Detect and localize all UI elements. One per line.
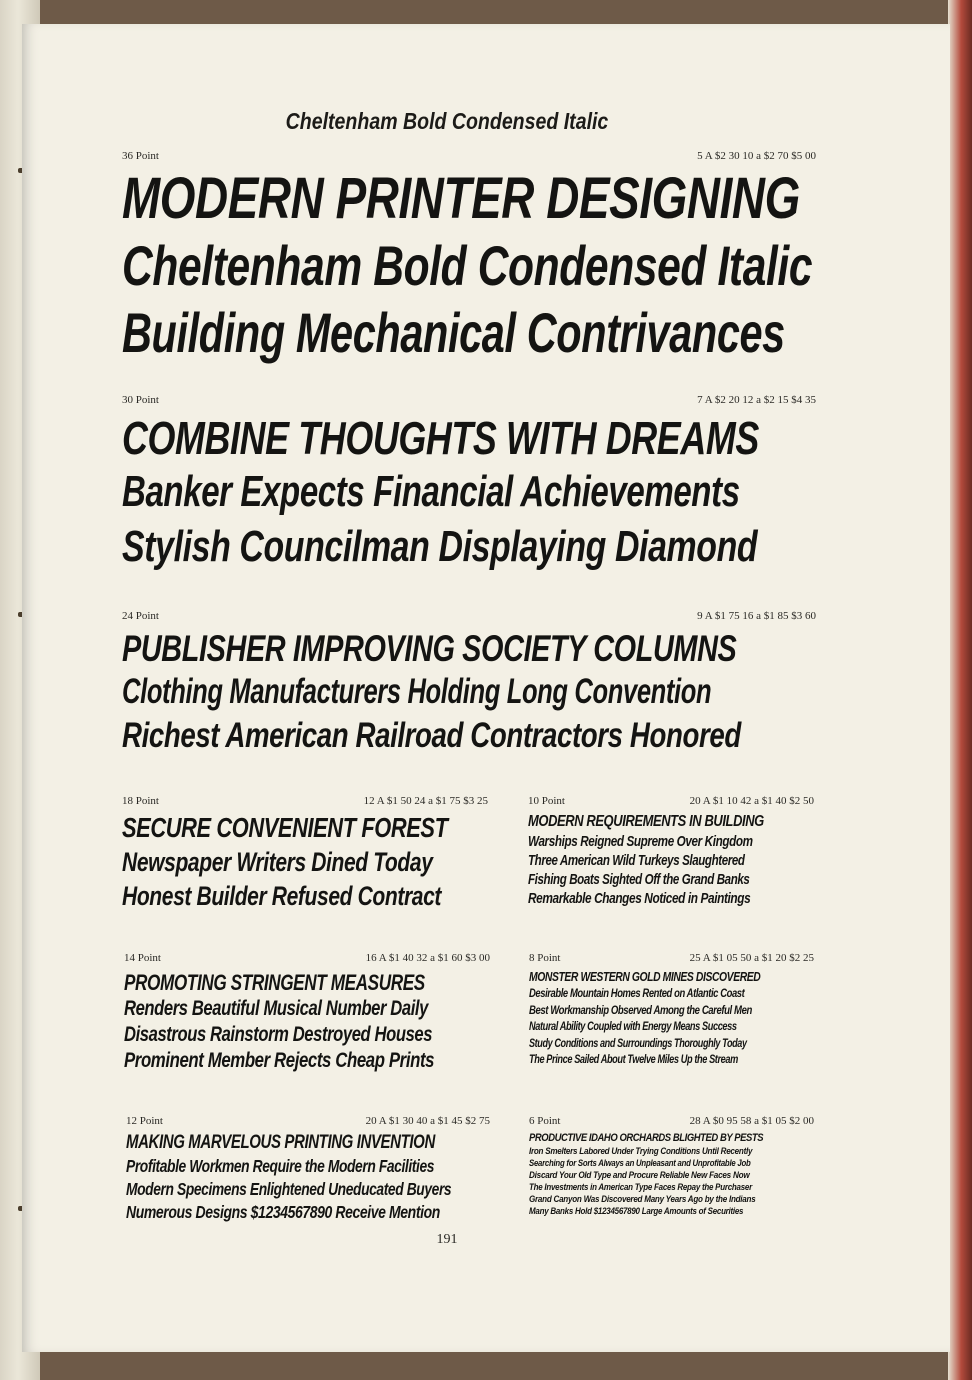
specimen-line: Desirable Mountain Homes Rented on Atlantic Coast <box>529 988 745 1000</box>
specimen-line: PROMOTING STRINGENT MEASURES <box>124 970 425 995</box>
point-size: 14 Point <box>124 952 161 964</box>
specimen-meta <box>122 394 816 406</box>
specimen-line: MODERN REQUIREMENTS IN BUILDING <box>528 813 764 830</box>
specimen-meta <box>528 795 814 807</box>
specimen-18pt <box>122 795 488 913</box>
specimen-line: Banker Expects Financial Achievements <box>122 467 740 516</box>
specimen-line: Searching for Sorts Always an Unpleasant and Unprofitable Job <box>529 1158 751 1169</box>
price-list: 25 A $1 05 50 a $1 20 $2 25 <box>689 952 814 964</box>
specimen-line: PRODUCTIVE IDAHO ORCHARDS BLIGHTED BY PESTS <box>529 1132 764 1144</box>
specimen-line: Discard Your Old Type and Procure Reliable New Faces Now <box>529 1170 750 1181</box>
specimen-line: Richest American Railroad Contractors Honored <box>122 716 741 755</box>
point-size: 10 Point <box>528 795 565 807</box>
specimen-line: Fishing Boats Sighted Off the Grand Banks <box>528 871 750 888</box>
specimen-meta <box>122 610 816 622</box>
point-size: 6 Point <box>529 1115 561 1127</box>
specimen-line: Disastrous Rainstorm Destroyed Houses <box>124 1023 433 1046</box>
specimen-line: Numerous Designs $1234567890 Receive Mention <box>126 1202 440 1222</box>
specimen-line: The Prince Sailed About Twelve Miles Up the Stream <box>529 1054 738 1066</box>
specimen-line: COMBINE THOUGHTS WITH DREAMS <box>122 412 759 464</box>
specimen-line: Three American Wild Turkeys Slaughtered <box>528 852 745 869</box>
specimen-30pt <box>122 394 816 574</box>
price-list: 20 A $1 10 42 a $1 40 $2 50 <box>689 795 814 807</box>
specimen-meta <box>126 1115 490 1127</box>
price-list: 12 A $1 50 24 a $1 75 $3 25 <box>363 795 488 807</box>
page-title: Cheltenham Bold Condensed Italic <box>285 108 609 134</box>
specimen-line: Best Workmanship Observed Among the Careful Men <box>529 1004 752 1017</box>
specimen-line: PUBLISHER IMPROVING SOCIETY COLUMNS <box>122 628 737 669</box>
specimen-line: Stylish Councilman Displaying Diamond <box>122 522 758 571</box>
specimen-line: Iron Smelters Labored Under Trying Conditions Until Recently <box>529 1146 753 1157</box>
specimen-line: Natural Ability Coupled with Energy Means Success <box>529 1021 737 1033</box>
price-list: 20 A $1 30 40 a $1 45 $2 75 <box>365 1115 490 1127</box>
specimen-line: Grand Canyon Was Discovered Many Years Ago by the Indians <box>529 1194 756 1205</box>
page-edge-right <box>948 0 972 1380</box>
book-page <box>22 24 950 1352</box>
price-list: 7 A $2 20 12 a $2 15 $4 35 <box>697 394 816 406</box>
price-list: 28 A $0 95 58 a $1 05 $2 00 <box>689 1115 814 1127</box>
specimen-line: MAKING MARVELOUS PRINTING INVENTION <box>126 1132 435 1153</box>
specimen-line: Building Mechanical Contrivances <box>122 301 785 364</box>
point-size: 8 Point <box>529 952 561 964</box>
point-size: 12 Point <box>126 1115 163 1127</box>
specimen-line: Modern Specimens Enlightened Uneducated Buyers <box>126 1179 452 1199</box>
price-list: 5 A $2 30 10 a $2 70 $5 00 <box>697 150 816 162</box>
specimen-line: Profitable Workmen Require the Modern Facilities <box>126 1156 435 1176</box>
specimen-meta <box>122 150 816 162</box>
specimen-line: Study Conditions and Surroundings Thoroughly Today <box>529 1037 747 1050</box>
specimen-line: Honest Builder Refused Contract <box>122 881 442 911</box>
point-size: 18 Point <box>122 795 159 807</box>
specimen-meta <box>529 1115 814 1127</box>
price-list: 9 A $1 75 16 a $1 85 $3 60 <box>697 610 816 622</box>
page-number: 191 <box>436 1232 458 1247</box>
price-list: 16 A $1 40 32 a $1 60 $3 00 <box>365 952 490 964</box>
specimen-meta <box>122 795 488 807</box>
specimen-10pt <box>528 795 814 908</box>
point-size: 30 Point <box>122 394 159 406</box>
specimen-line: Remarkable Changes Noticed in Paintings <box>528 890 751 907</box>
specimen-36pt <box>122 150 816 366</box>
specimen-line: Clothing Manufacturers Holding Long Convention <box>122 672 712 711</box>
specimen-line: Warships Reigned Supreme Over Kingdom <box>528 833 753 850</box>
specimen-8pt <box>529 952 814 1069</box>
specimen-line: Prominent Member Rejects Cheap Prints <box>124 1049 435 1072</box>
specimen-meta <box>529 952 814 964</box>
specimen-14pt <box>124 952 490 1074</box>
specimen-line: MODERN PRINTER DESIGNING <box>122 166 800 231</box>
specimen-line: Cheltenham Bold Condensed Italic <box>122 234 813 297</box>
specimen-line: Many Banks Hold $1234567890 Large Amounts of Securities <box>529 1206 744 1217</box>
specimen-line: MONSTER WESTERN GOLD MINES DISCOVERED <box>529 970 761 984</box>
specimen-meta <box>124 952 490 964</box>
specimen-line: SECURE CONVENIENT FOREST <box>122 812 448 843</box>
specimen-line: Newspaper Writers Dined Today <box>122 847 433 877</box>
specimen-12pt <box>126 1115 490 1224</box>
specimen-6pt <box>529 1115 814 1218</box>
specimen-line: The Investments in American Type Faces Repay the Purchaser <box>529 1182 752 1193</box>
point-size: 24 Point <box>122 610 159 622</box>
specimen-line: Renders Beautiful Musical Number Daily <box>124 997 428 1020</box>
point-size: 36 Point <box>122 150 159 162</box>
specimen-24pt <box>122 610 816 758</box>
